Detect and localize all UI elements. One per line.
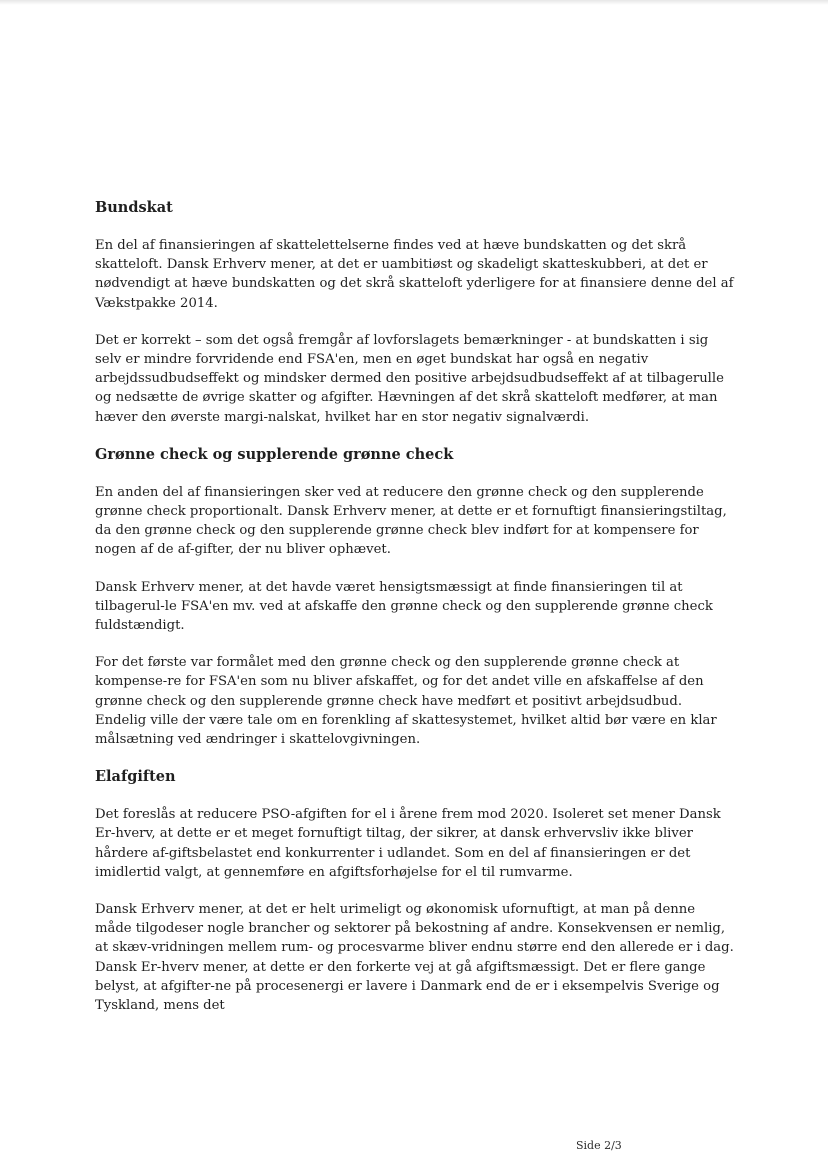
paragraph: Det er korrekt – som det også fremgår af lovforslagets bemærkninger - at bundskatten i sig selv er mindre forvridende end FSA'en, men en øget bundskat har også en negativ arbejdssudbudseffekt og mindsker dermed den positive arbejdsudbudseffekt af at tilbagerulle og nedsætte de øvrige skatter og afgifter. Hævningen af det skrå skatteloft medfører, at man hæver den øverste margi-nalskat, hvilket har en stor negativ signalværdi.: [95, 332, 724, 425]
paragraph: En anden del af finansieringen sker ved at reducere den grønne check og den supplerende grønne check proportionalt. Dansk Erhverv mener, at dette er et fornuftigt finansieringstiltag, da den grønne check og den supplerende grønne check blev indført for at kompensere for nogen af de af-gifter, der nu bliver ophævet.: [95, 484, 727, 558]
section-heading-groenne-check: Grønne check og supplerende grønne check: [95, 445, 454, 463]
page-top-edge: [0, 0, 828, 5]
paragraph: Dansk Erhverv mener, at det er helt urimeligt og økonomisk ufornuftigt, at man på denne måde tilgodeser nogle brancher og sektorer på bekostning af andre. Konsekvensen er nemlig, at skæv-vridningen mellem rum- og procesvarme bliver endnu større end den allerede er i dag. Dansk Er-hverv mener, at dette er den forkerte vej at gå afgiftsmæssigt. Det er flere gange belyst, at afgifter-ne på procesenergi er lavere i Danmark end de er i eksempelvis Sverige og Tyskland, mens det: [95, 902, 734, 1014]
paragraph: En del af finansieringen af skattelettelserne findes ved at hæve bundskatten og det skrå skatteloft. Dansk Erhverv mener, at det er uambitiøst og skadeligt skatteskubberi, at det er nødvendigt at hæve bundskatten og det skrå skatteloft yderligere for at finansiere denne del af Vækstpakke 2014.: [95, 238, 734, 311]
paragraph: Dansk Erhverv mener, at det havde været hensigtsmæssigt at finde finansieringen til at tilbagerul-le FSA'en mv. ved at afskaffe den grønne check og den supplerende grønne check fuldstændigt.: [95, 579, 713, 634]
document-body: [95, 198, 735, 1015]
section-heading-bundskat: Bundskat: [95, 199, 173, 216]
page-number: Side 2/3: [576, 1139, 622, 1152]
paragraph: For det første var formålet med den grønne check og den supplerende grønne check at kompense-re for FSA'en som nu bliver afskaffet, og for det andet ville en afskaffelse af den grønne check og den supplerende grønne check have medført et positivt arbejdsudbud. Endelig ville der være tale om en forenkling af skattesystemet, hvilket altid bør være en klar målsætning ved ændringer i skattelovgivningen.: [95, 655, 717, 748]
section-heading-elafgiften: Elafgiften: [95, 768, 176, 786]
paragraph: Det foreslås at reducere PSO-afgiften for el i årene frem mod 2020. Isoleret set mener Dansk Er-hverv, at dette er et meget fornuftigt tiltag, der sikrer, at dansk erhvervsliv ikke bliver hårdere af-giftsbelastet end konkurrenter i udlandet. Som en del af finansieringen er det imidlertid valgt, at gennemføre en afgiftsforhøjelse for el til rumvarme.: [95, 807, 721, 880]
